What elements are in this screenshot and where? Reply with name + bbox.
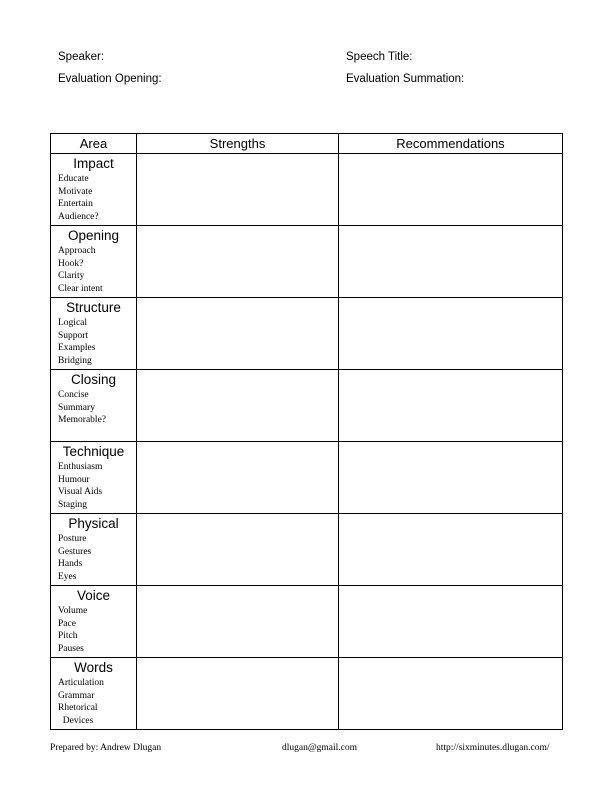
criteria-item: Rhetorical (58, 703, 98, 714)
criteria-item: Summary (58, 402, 95, 413)
footer-prepared-by: Prepared by: Andrew Dlugan (50, 743, 162, 753)
column-header-recommendations: Recommendations (339, 134, 563, 154)
table-row (51, 370, 563, 442)
area-criteria-list (51, 461, 136, 511)
speaker-label: Speaker: (58, 51, 105, 63)
area-cell (51, 658, 137, 730)
criteria-item: Pitch (58, 631, 78, 642)
criteria-item: Clear intent (58, 283, 103, 294)
area-criteria-list (51, 677, 136, 727)
area-criteria-list (51, 173, 136, 223)
table-row (51, 442, 563, 514)
area-criteria-list (51, 245, 136, 295)
table-row (51, 226, 563, 298)
area-cell (51, 514, 137, 586)
area-cell (51, 442, 137, 514)
criteria-item: Grammar (58, 690, 95, 701)
table-row (51, 514, 563, 586)
area-title: Closing (70, 372, 117, 387)
strengths-cell[interactable] (137, 370, 339, 442)
recommendations-cell[interactable] (339, 370, 563, 442)
criteria-item: Enthusiasm (58, 462, 103, 472)
area-title: Voice (76, 588, 111, 603)
criteria-item: Motivate (58, 186, 93, 197)
column-header-area: Area (51, 134, 137, 154)
recommendations-cell[interactable] (339, 226, 563, 298)
area-cell (51, 586, 137, 658)
criteria-item: Bridging (58, 355, 92, 366)
criteria-item: Posture (58, 534, 87, 544)
recommendations-cell[interactable] (339, 154, 563, 226)
strengths-cell[interactable] (137, 658, 339, 730)
criteria-item: Audience? (58, 211, 99, 222)
recommendations-cell[interactable] (339, 514, 563, 586)
criteria-item: Educate (58, 174, 89, 184)
strengths-cell[interactable] (137, 154, 339, 226)
area-criteria-list (51, 389, 136, 427)
strengths-cell[interactable] (137, 442, 339, 514)
criteria-item: Clarity (58, 271, 85, 282)
strengths-cell[interactable] (137, 514, 339, 586)
criteria-item: Examples (58, 343, 96, 354)
area-cell (51, 154, 137, 226)
criteria-item: Eyes (58, 571, 77, 582)
area-title: Impact (73, 156, 114, 171)
criteria-item: Hook? (58, 258, 84, 269)
strengths-cell[interactable] (137, 226, 339, 298)
criteria-item: Hands (58, 559, 83, 570)
table-row (51, 586, 563, 658)
criteria-item: Volume (58, 606, 88, 616)
area-title: Physical (68, 516, 119, 531)
speech-title-label: Speech Title: (346, 51, 413, 63)
table-row (51, 298, 563, 370)
area-cell (51, 370, 137, 442)
area-title: Words (74, 660, 113, 675)
area-criteria-list (51, 605, 136, 655)
criteria-item: Devices (58, 715, 94, 726)
criteria-item: Gestures (58, 546, 92, 557)
column-header-strengths: Strengths (137, 134, 339, 154)
recommendations-cell[interactable] (339, 586, 563, 658)
evaluation-summation-label: Evaluation Summation: (346, 73, 465, 85)
recommendations-cell[interactable] (339, 658, 563, 730)
table-header-row (51, 134, 563, 154)
footer-url: http://sixminutes.dlugan.com/ (436, 743, 550, 753)
recommendations-cell[interactable] (339, 442, 563, 514)
criteria-item: Pace (58, 618, 76, 629)
criteria-item: Approach (58, 246, 96, 256)
criteria-item: Concise (58, 390, 89, 400)
criteria-item: Memorable? (58, 415, 107, 426)
criteria-item: Support (58, 330, 89, 341)
evaluation-table (50, 133, 563, 730)
table-row (51, 658, 563, 730)
criteria-item: Pauses (58, 643, 84, 654)
criteria-item: Humour (58, 474, 90, 485)
table-row (51, 154, 563, 226)
criteria-item: Visual Aids (58, 487, 103, 498)
area-cell (51, 298, 137, 370)
evaluation-opening-label: Evaluation Opening: (58, 73, 162, 85)
criteria-item: Entertain (58, 199, 93, 210)
recommendations-cell[interactable] (339, 298, 563, 370)
strengths-cell[interactable] (137, 586, 339, 658)
footer-email: dlugan@gmail.com (282, 743, 357, 753)
area-cell (51, 226, 137, 298)
criteria-item: Articulation (58, 678, 104, 688)
area-title: Technique (62, 444, 125, 459)
area-title: Structure (66, 300, 121, 315)
criteria-item: Logical (58, 318, 88, 328)
area-rows (51, 154, 563, 730)
area-criteria-list (51, 317, 136, 367)
strengths-cell[interactable] (137, 298, 339, 370)
area-criteria-list (51, 533, 136, 583)
area-title: Opening (67, 228, 120, 243)
criteria-item: Staging (58, 499, 88, 510)
